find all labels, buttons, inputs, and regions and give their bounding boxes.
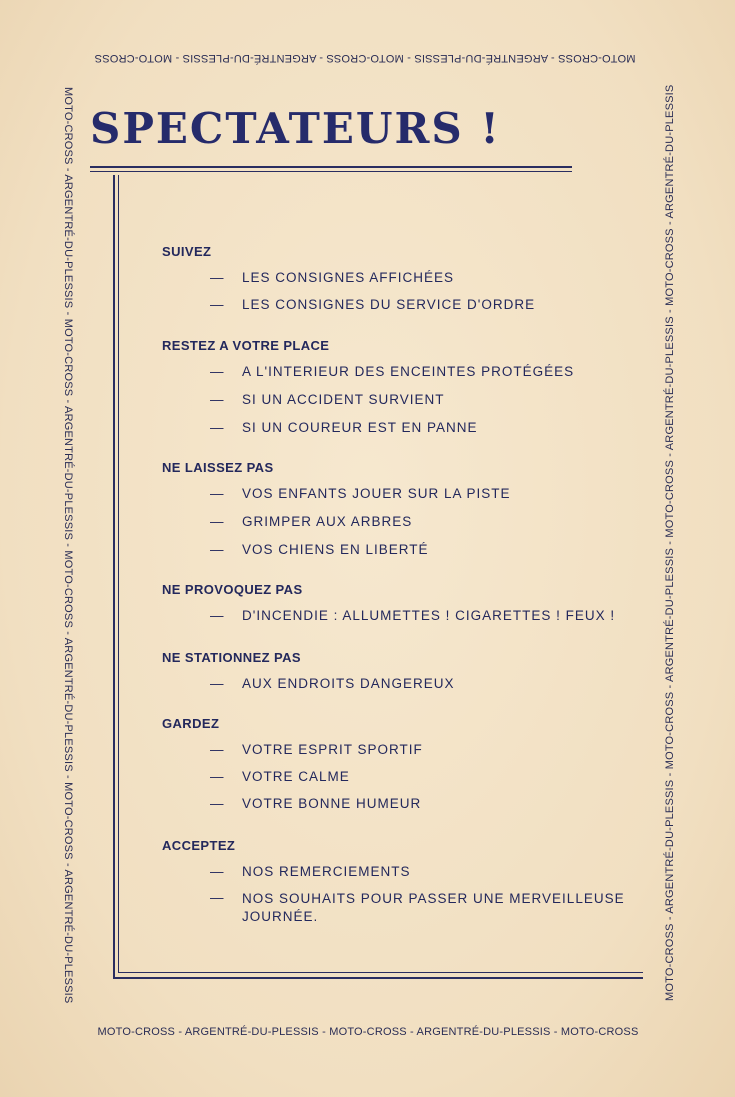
list-item (210, 392, 445, 407)
dash-glyph: — (210, 608, 225, 623)
list-item-text: SI UN COUREUR EST EN PANNE (242, 420, 478, 435)
section-heading: GARDEZ (162, 716, 220, 731)
frame-rule-bottom-inner (118, 972, 643, 973)
list-item-text: VOS ENFANTS JOUER SUR LA PISTE (242, 486, 511, 501)
list-item (210, 542, 429, 557)
section-heading: RESTEZ A VOTRE PLACE (162, 338, 330, 353)
border-text-left: MOTO-CROSS - ARGENTRÉ-DU-PLESSIS - MOTO-CROSS - ARGENTRÉ-DU-PLESSIS - MOTO-CROSS - ARGENTRÉ-DU-PLESSIS - MOTO-CROSS - ARGENTRÉ-DU-PLESSIS (62, 86, 74, 1004)
section-heading: SUIVEZ (162, 244, 212, 259)
dash-glyph: — (210, 486, 225, 501)
list-item (210, 769, 350, 784)
border-text-bottom: MOTO-CROSS - ARGENTRÉ-DU-PLESSIS - MOTO-CROSS - ARGENTRÉ-DU-PLESSIS - MOTO-CROSS (97, 1026, 639, 1038)
frame-rule-top-inner (90, 171, 572, 172)
list-item (210, 420, 478, 435)
frame-rule-left (113, 175, 115, 977)
section-heading: NE LAISSEZ PAS (162, 460, 274, 475)
list-item (210, 676, 455, 691)
list-item-text: LES CONSIGNES DU SERVICE D'ORDRE (242, 297, 536, 312)
dash-glyph: — (210, 297, 225, 312)
list-item-text: VOTRE BONNE HUMEUR (242, 796, 422, 811)
list-item (210, 486, 511, 501)
dash-glyph: — (210, 270, 225, 285)
dash-glyph: — (210, 796, 225, 811)
list-item-text: NOS REMERCIEMENTS (242, 864, 411, 879)
list-item (210, 796, 421, 811)
frame-rule-left-inner (118, 175, 119, 973)
list-item-text: VOS CHIENS EN LIBERTÉ (242, 542, 429, 557)
dash-glyph: — (210, 769, 225, 784)
list-item (210, 364, 574, 379)
dash-glyph: — (210, 420, 225, 435)
list-item (210, 742, 423, 757)
list-item (210, 297, 535, 312)
section-heading: NE PROVOQUEZ PAS (162, 582, 303, 597)
list-item (210, 514, 412, 529)
list-item (210, 608, 615, 623)
dash-glyph: — (210, 514, 225, 529)
list-item (210, 864, 411, 879)
list-item-text: VOTRE ESPRIT SPORTIF (242, 742, 423, 757)
list-item-text: GRIMPER AUX ARBRES (242, 514, 413, 529)
list-item-text: VOTRE CALME (242, 769, 350, 784)
section-heading: ACCEPTEZ (162, 838, 236, 853)
list-item (210, 890, 630, 926)
section-heading: NE STATIONNEZ PAS (162, 650, 301, 665)
dash-glyph: — (210, 676, 225, 691)
border-text-top: MOTO-CROSS - ARGENTRÉ-DU-PLESSIS - MOTO-CROSS - ARGENTRÉ-DU-PLESSIS - MOTO-CROSS (94, 52, 636, 64)
list-item-text: LES CONSIGNES AFFICHÉES (242, 270, 455, 285)
list-item (210, 270, 454, 285)
list-item-text: AUX ENDROITS DANGEREUX (242, 676, 455, 691)
dash-glyph: — (210, 890, 225, 905)
border-text-right: MOTO-CROSS - ARGENTRÉ-DU-PLESSIS - MOTO-CROSS - ARGENTRÉ-DU-PLESSIS - MOTO-CROSS - ARGENTRÉ-DU-PLESSIS - MOTO-CROSS - ARGENTRÉ-DU-PLESSIS (664, 84, 676, 1001)
frame-rule-bottom (113, 977, 643, 979)
dash-glyph: — (210, 864, 225, 879)
list-item-text: NOS SOUHAITS POUR PASSER UNE MERVEILLEUSE JOURNÉE. (242, 891, 625, 924)
dash-glyph: — (210, 742, 225, 757)
list-item-text: A L'INTERIEUR DES ENCEINTES PROTÉGÉES (242, 364, 575, 379)
dash-glyph: — (210, 364, 225, 379)
dash-glyph: — (210, 392, 225, 407)
dash-glyph: — (210, 542, 225, 557)
frame-rule-top (90, 166, 572, 168)
page-title: SPECTATEURS ! (90, 104, 501, 153)
list-item-text: SI UN ACCIDENT SURVIENT (242, 392, 445, 407)
list-item-text: D'INCENDIE : ALLUMETTES ! CIGARETTES ! FEUX ! (242, 608, 616, 623)
